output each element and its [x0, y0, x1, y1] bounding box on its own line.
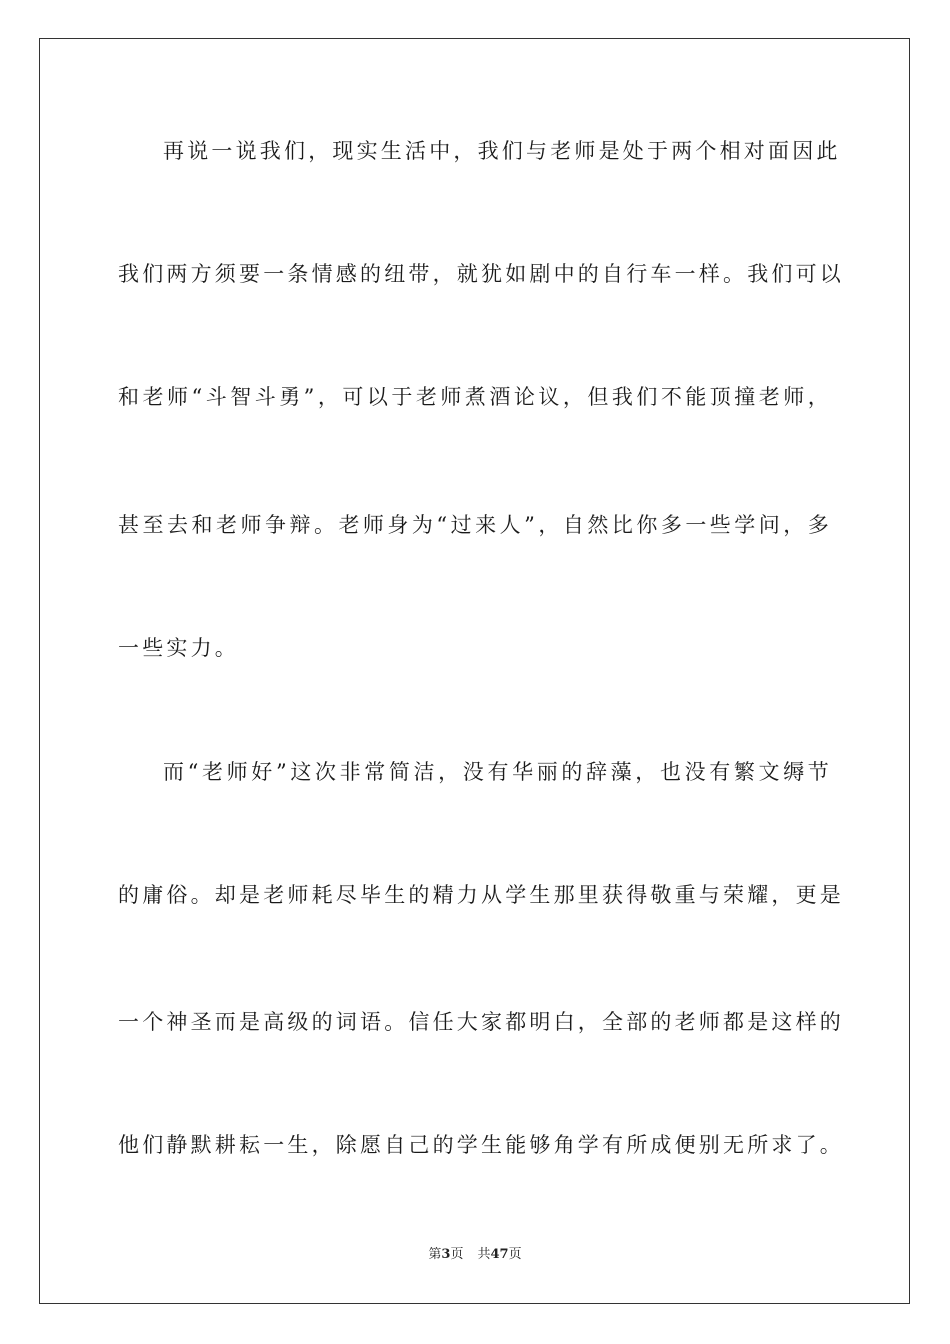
- text-line: 而“老师好”这次非常简洁，没有华丽的辞藻，也没有繁文缛节: [163, 760, 832, 784]
- total-suffix: 页: [508, 1247, 522, 1262]
- text-line: 的庸俗。却是老师耗尽毕生的精力从学生那里获得敬重与荣耀，更是: [118, 883, 844, 907]
- page-prefix: 第: [428, 1247, 442, 1262]
- text-line: 一些实力。: [118, 636, 239, 660]
- page-footer: [0, 1246, 950, 1264]
- text-line: 我们两方须要一条情感的纽带，就犹如剧中的自行车一样。我们可以: [118, 262, 844, 286]
- text-line: 他们静默耕耘一生，除愿自己的学生能够角学有所成便别无所求了。: [118, 1133, 844, 1157]
- text-line: 和老师“斗智斗勇”，可以于老师煮酒论议，但我们不能顶撞老师，: [118, 385, 832, 409]
- total-prefix: 共: [477, 1247, 491, 1262]
- page-suffix: 页: [450, 1247, 464, 1262]
- total-pages: 47: [490, 1247, 509, 1262]
- page-number: 3: [441, 1247, 451, 1262]
- text-line: 甚至去和老师争辩。老师身为“过来人”，自然比你多一些学问，多: [118, 513, 832, 537]
- text-line: 再说一说我们，现实生活中，我们与老师是处于两个相对面因此: [163, 139, 841, 163]
- page-frame: [39, 38, 910, 1304]
- text-line: 一个神圣而是高级的词语。信任大家都明白，全部的老师都是这样的: [118, 1010, 844, 1034]
